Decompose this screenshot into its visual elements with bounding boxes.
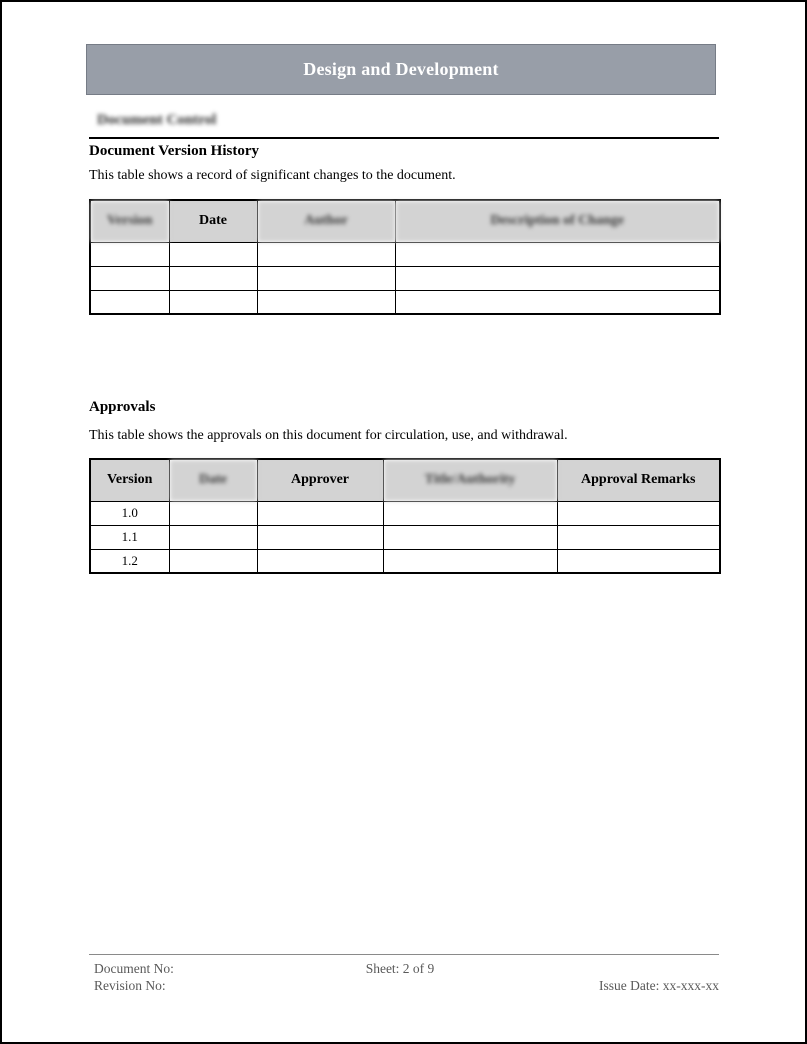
approvals-heading: Approvals	[89, 399, 156, 415]
table-cell	[557, 525, 720, 549]
table-header-row	[90, 200, 720, 242]
table-row	[90, 266, 720, 290]
table-cell	[395, 266, 720, 290]
table-row	[90, 501, 720, 525]
table-row	[90, 525, 720, 549]
table-cell	[257, 525, 383, 549]
table-cell	[557, 549, 720, 573]
heading-divider	[89, 137, 719, 139]
table-cell	[395, 242, 720, 266]
footer-divider	[89, 954, 719, 955]
column-header-date: Date	[169, 200, 257, 242]
column-header-description-of-change: Description of Change	[395, 200, 720, 242]
table-cell	[169, 525, 257, 549]
column-header-approver: Approver	[257, 459, 383, 501]
version-history-description: This table shows a record of significant changes to the document.	[89, 168, 456, 183]
column-header-approval-remarks: Approval Remarks	[557, 459, 720, 501]
table-cell	[395, 290, 720, 314]
page-title: Design and Development	[303, 59, 499, 79]
title-banner	[86, 44, 716, 95]
sheet-label: Sheet: 2 of 9	[365, 961, 435, 976]
table-cell	[90, 266, 169, 290]
column-header-title-authority: Title/Authority	[383, 459, 557, 501]
table-cell	[90, 290, 169, 314]
table-cell	[169, 501, 257, 525]
table-cell	[383, 525, 557, 549]
column-header-author: Author	[257, 200, 395, 242]
column-header-version: Version	[90, 459, 169, 501]
table-row	[90, 290, 720, 314]
table-cell	[257, 549, 383, 573]
revision-no-label: Revision No:	[94, 978, 166, 993]
table-cell	[90, 242, 169, 266]
version-cell: 1.2	[90, 549, 169, 573]
document-control-heading: Document Control	[97, 112, 217, 128]
table-row	[90, 549, 720, 573]
table-header-row	[90, 459, 720, 501]
table-cell	[169, 549, 257, 573]
version-history-heading: Document Version History	[89, 143, 259, 159]
version-history-table	[89, 199, 721, 315]
approvals-description: This table shows the approvals on this document for circulation, use, and withdrawal.	[89, 428, 568, 443]
table-cell	[383, 501, 557, 525]
version-cell: 1.0	[90, 501, 169, 525]
document-no-label: Document No:	[94, 961, 174, 976]
table-cell	[257, 242, 395, 266]
column-header-date: Date	[169, 459, 257, 501]
table-cell	[257, 501, 383, 525]
table-cell	[169, 290, 257, 314]
table-cell	[257, 266, 395, 290]
issue-date-label: Issue Date: xx-xxx-xx	[599, 978, 719, 993]
table-row	[90, 242, 720, 266]
approvals-table	[89, 458, 721, 574]
table-cell	[257, 290, 395, 314]
column-header-version: Version	[90, 200, 169, 242]
table-cell	[169, 242, 257, 266]
table-cell	[557, 501, 720, 525]
table-cell	[169, 266, 257, 290]
version-cell: 1.1	[90, 525, 169, 549]
table-cell	[383, 549, 557, 573]
